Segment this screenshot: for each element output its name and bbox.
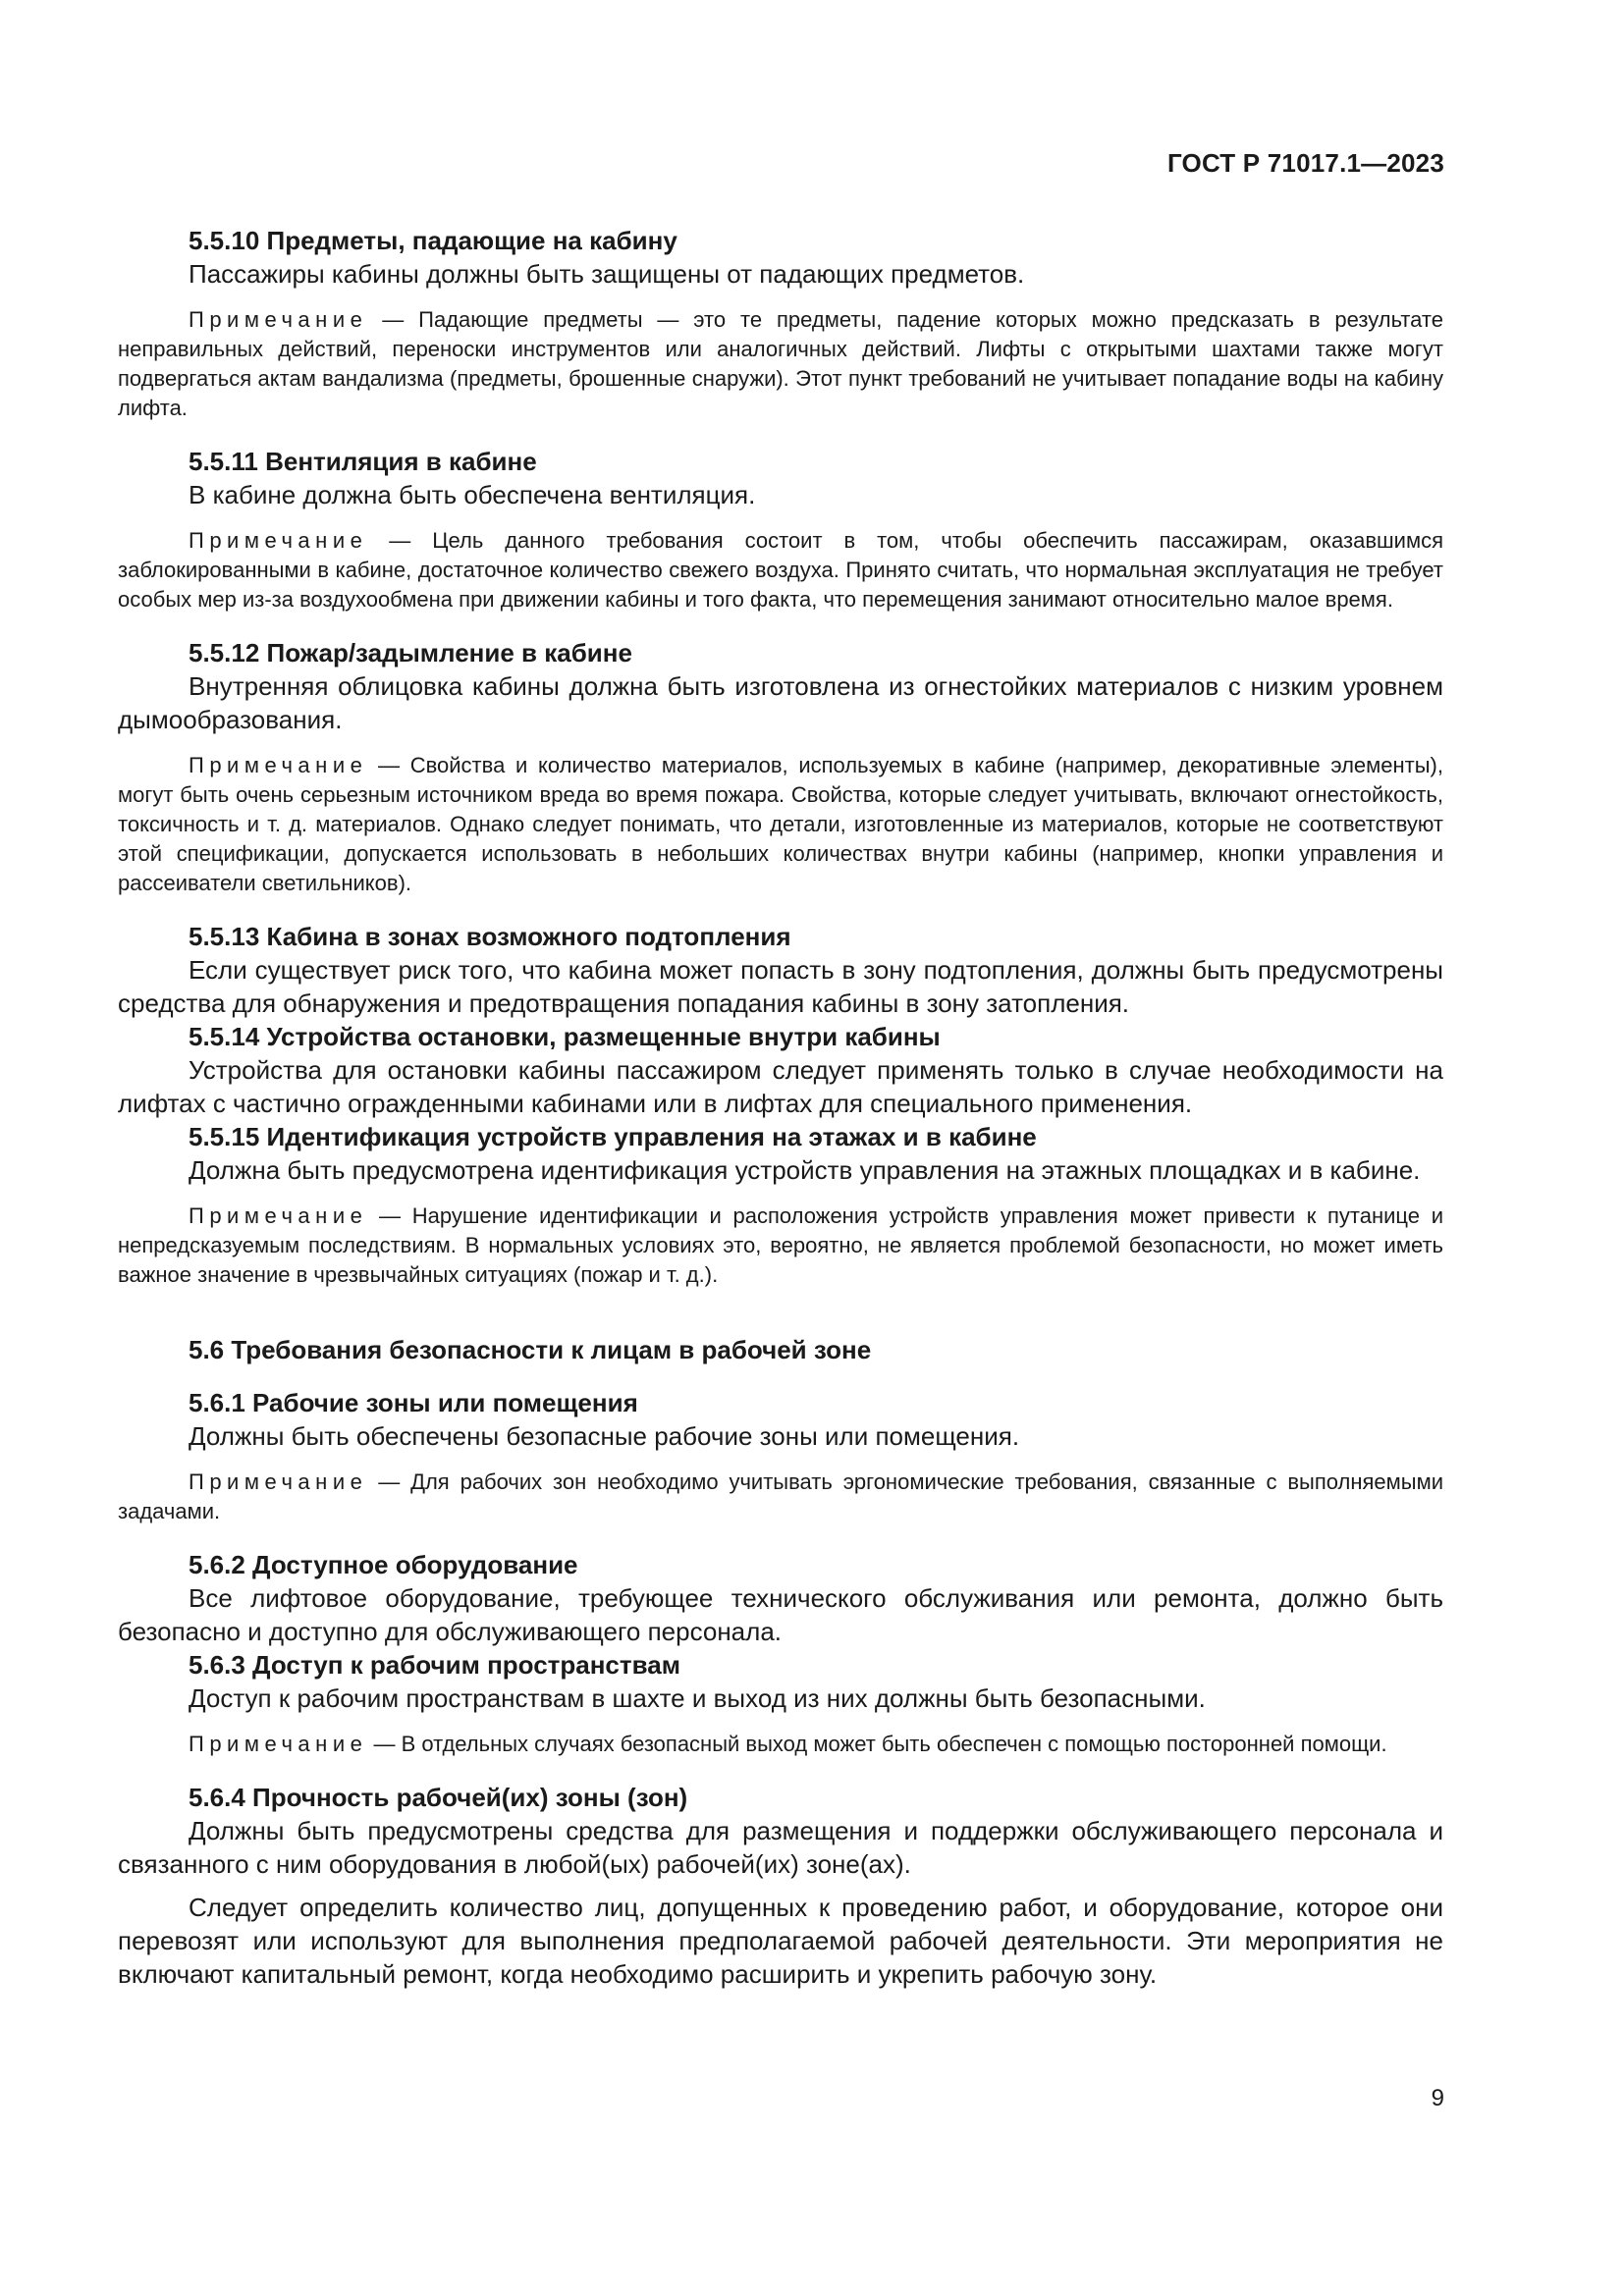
section-5-5-13-title: 5.5.13 Кабина в зонах возможного подтопления	[189, 922, 791, 951]
section-5-6-4-title: 5.6.4 Прочность рабочей(их) зоны (зон)	[189, 1783, 688, 1812]
section-5-6-2-title: 5.6.2 Доступное оборудование	[189, 1550, 578, 1579]
section-5-6-1-note	[118, 1468, 1443, 1526]
section-5-5-10-note	[118, 305, 1443, 423]
page-number: 9	[1431, 2085, 1444, 2111]
section-5-5-15-title: 5.5.15 Идентификация устройств управления на этажах и в кабине	[189, 1122, 1037, 1151]
section-5-5-10-text: Пассажиры кабины должны быть защищены от падающих предметов.	[189, 259, 1025, 289]
note-label: Примечание	[189, 307, 368, 332]
section-5-6-2-text: Все лифтовое оборудование, требующее технического обслуживания или ремонта, должно быть безопасно и доступно для обслуживающего персонала.	[118, 1583, 1443, 1646]
note-text: — Падающие предметы — это те предметы, падение которых можно предсказать в результате неправильных действий, переноски инструментов или аналогичных действий. Лифты с открытыми шахтами также могут подвергаться актам вандализма (предметы, брошенные снаружи). Этот пункт требований не учитывает попадание воды на кабину лифта.	[118, 307, 1443, 420]
section-5-5-13-text: Если существует риск того, что кабина может попасть в зону подтопления, должны быть предусмотрены средства для обнаружения и предотвращения попадания кабины в зону затопления.	[118, 955, 1443, 1018]
section-5-5-11-note	[118, 526, 1443, 614]
section-5-6-title: 5.6 Требования безопасности к лицам в рабочей зоне	[189, 1335, 872, 1364]
page-content	[118, 224, 1443, 1991]
note-label: Примечание	[189, 1732, 368, 1756]
section-5-6-4-text-2: Следует определить количество лиц, допущенных к проведению работ, и оборудование, которое они перевозят или используют для выполнения предполагаемой рабочей деятельности. Эти мероприятия не включают капитальный ремонт, когда необходимо расширить и укрепить рабочую зону.	[118, 1893, 1443, 1989]
section-5-5-11-title: 5.5.11 Вентиляция в кабине	[189, 447, 537, 476]
section-5-6-3-note	[118, 1730, 1443, 1759]
section-5-5-15-note	[118, 1201, 1443, 1290]
note-label: Примечание	[189, 753, 368, 777]
note-text: — Нарушение идентификации и расположения устройств управления может привести к путанице и непредсказуемым последствиям. В нормальных условиях это, вероятно, не является проблемой безопасности, но может иметь важное значение в чрезвычайных ситуациях (пожар и т. д.).	[118, 1203, 1443, 1287]
note-label: Примечание	[189, 1203, 368, 1228]
document-code-header: ГОСТ Р 71017.1—2023	[1166, 148, 1444, 178]
section-5-5-12-title: 5.5.12 Пожар/задымление в кабине	[189, 638, 632, 667]
note-text: — Цель данного требования состоит в том, чтобы обеспечить пассажирам, оказавшимся заблокированными в кабине, достаточное количество свежего воздуха. Принято считать, что нормальная эксплуатация не требует особых мер из-за воздухообмена при движении кабины и того факта, что перемещения занимают относительно малое время.	[118, 528, 1443, 612]
section-5-5-14-text: Устройства для остановки кабины пассажиром следует применять только в случае необходимости на лифтах с частично огражденными кабинами или в лифтах для специального применения.	[118, 1055, 1443, 1118]
section-5-5-15-text: Должна быть предусмотрена идентификация устройств управления на этажных площадках и в кабине.	[189, 1155, 1421, 1185]
note-label: Примечание	[189, 1469, 368, 1494]
section-5-5-12-text: Внутренняя облицовка кабины должна быть изготовлена из огнестойких материалов с низким уровнем дымообразования.	[118, 671, 1443, 734]
section-5-6-3-title: 5.6.3 Доступ к рабочим пространствам	[189, 1650, 680, 1680]
section-5-6-4-text: Должны быть предусмотрены средства для размещения и поддержки обслуживающего персонала и связанного с ним оборудования в любой(ых) рабочей(их) зоне(ах).	[118, 1816, 1443, 1879]
section-5-5-10-title: 5.5.10 Предметы, падающие на кабину	[189, 226, 677, 255]
section-5-5-14-title: 5.5.14 Устройства остановки, размещенные внутри кабины	[189, 1022, 941, 1051]
section-5-5-11-text: В кабине должна быть обеспечена вентиляция.	[189, 480, 756, 509]
note-label: Примечание	[189, 528, 368, 553]
section-5-6-1-text: Должны быть обеспечены безопасные рабочие зоны или помещения.	[189, 1421, 1020, 1451]
section-5-5-12-note	[118, 751, 1443, 898]
section-5-6-1-title: 5.6.1 Рабочие зоны или помещения	[189, 1388, 638, 1417]
note-text: — В отдельных случаях безопасный выход может быть обеспечен с помощью посторонней помощи.	[367, 1732, 1387, 1756]
note-text: — Для рабочих зон необходимо учитывать эргономические требования, связанные с выполняемыми задачами.	[118, 1469, 1443, 1523]
note-text: — Свойства и количество материалов, используемых в кабине (например, декоративные элементы), могут быть очень серьезным источником вреда во время пожара. Свойства, которые следует учитывать, включают огнестойкость, токсичность и т. д. материалов. Однако следует понимать, что детали, изготовленные из материалов, которые не соответствуют этой спецификации, допускается использовать в небольших количествах внутри кабины (например, кнопки управления и рассеиватели светильников).	[118, 753, 1443, 895]
section-5-6-3-text: Доступ к рабочим пространствам в шахте и выход из них должны быть безопасными.	[189, 1683, 1206, 1713]
